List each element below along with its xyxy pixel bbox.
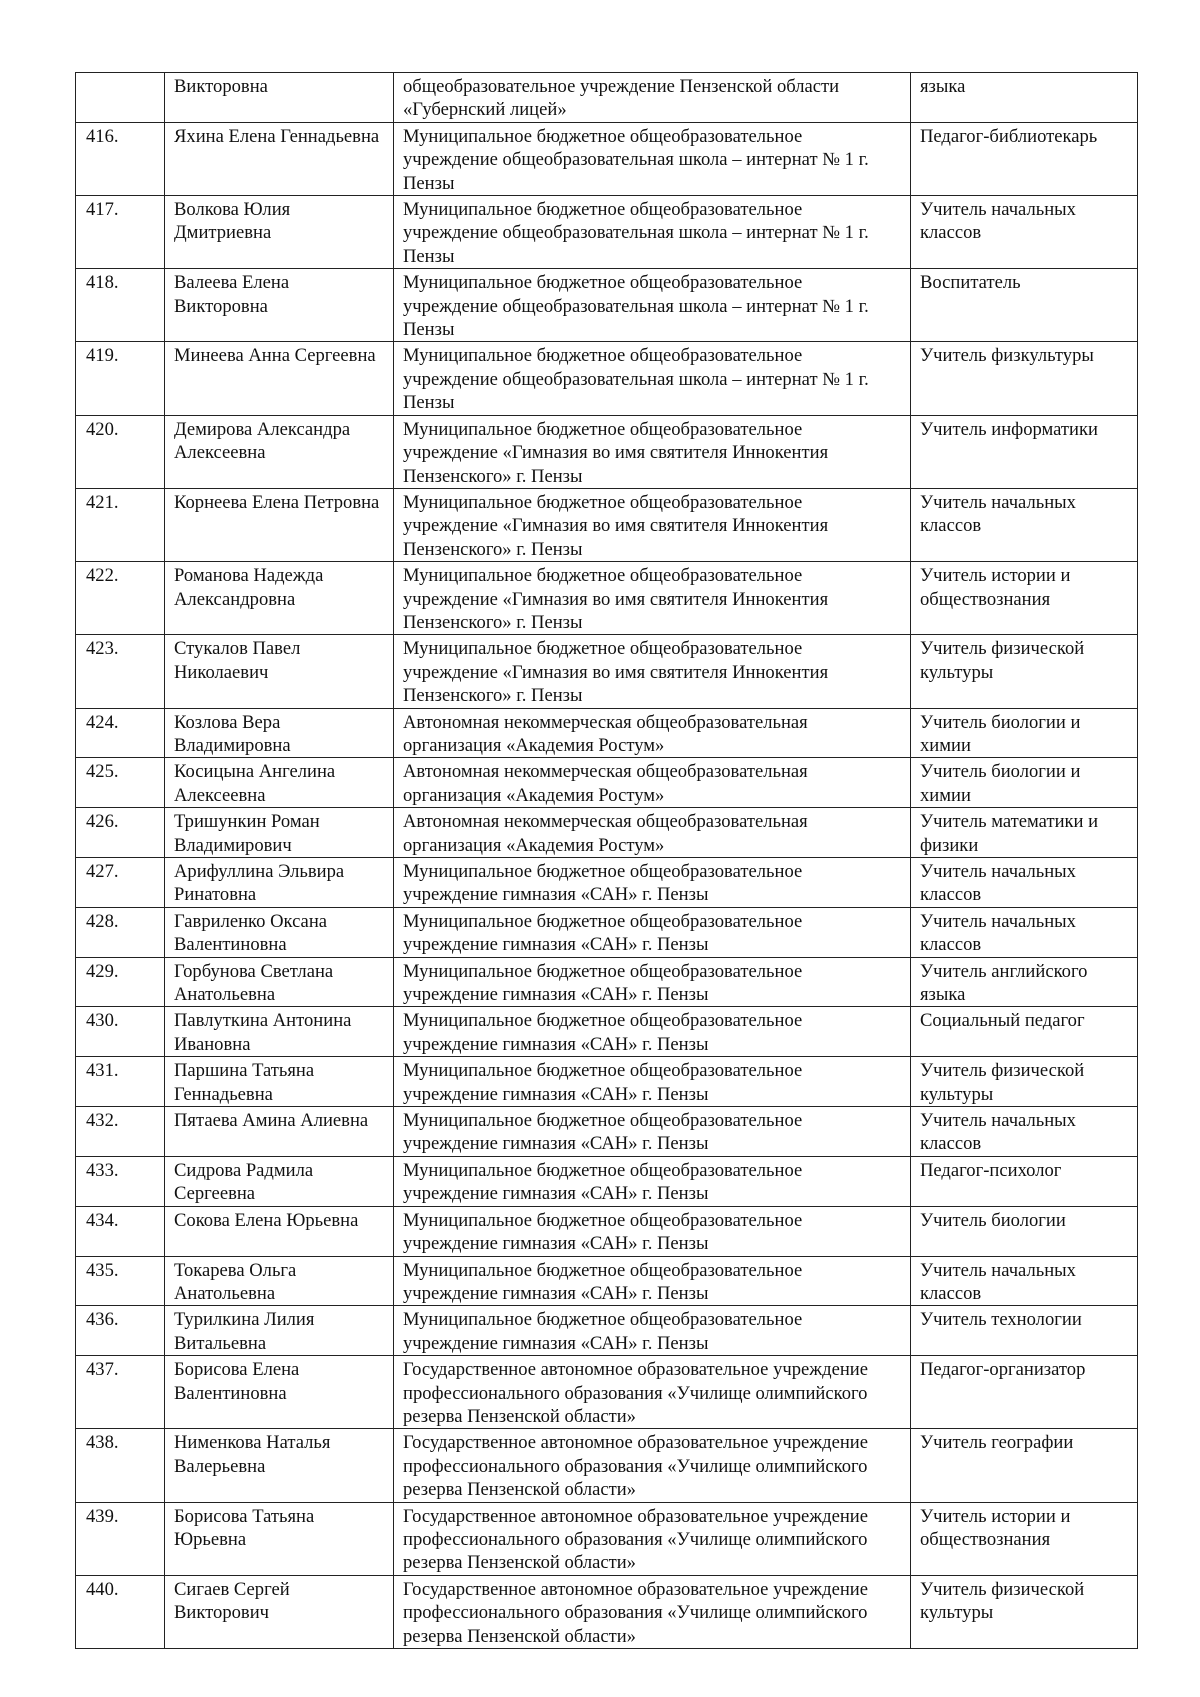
- teacher-name-cell: Минеева Анна Сергеевна: [165, 342, 394, 415]
- teacher-name-cell: Демирова Александра Алексеевна: [165, 415, 394, 488]
- row-number-cell: 416.: [76, 122, 165, 195]
- position-cell: Учитель начальных классов: [911, 1256, 1138, 1306]
- table-row: [76, 808, 1138, 858]
- teacher-name-cell: Борисова Татьяна Юрьевна: [165, 1502, 394, 1575]
- row-number-cell: 434.: [76, 1206, 165, 1256]
- teachers-table: [75, 72, 1138, 1649]
- organization-cell: Муниципальное бюджетное общеобразовательное учреждение гимназия «САН» г. Пензы: [394, 957, 911, 1007]
- position-cell: Учитель информатики: [911, 415, 1138, 488]
- row-number-cell: 419.: [76, 342, 165, 415]
- teacher-name-cell: Токарева Ольга Анатольевна: [165, 1256, 394, 1306]
- organization-cell: Муниципальное бюджетное общеобразовательное учреждение «Гимназия во имя святителя Иннокентия Пензенского» г. Пензы: [394, 488, 911, 561]
- row-number-cell: 440.: [76, 1575, 165, 1648]
- table-row: [76, 1429, 1138, 1502]
- table-row: [76, 1206, 1138, 1256]
- position-cell: Учитель физкультуры: [911, 342, 1138, 415]
- teacher-name-cell: Волкова Юлия Дмитриевна: [165, 196, 394, 269]
- table-row: [76, 196, 1138, 269]
- table-row: [76, 758, 1138, 808]
- row-number-cell: 433.: [76, 1156, 165, 1206]
- table-row: [76, 73, 1138, 123]
- row-number-cell: 426.: [76, 808, 165, 858]
- position-cell: Учитель физической культуры: [911, 1575, 1138, 1648]
- row-number-cell: [76, 73, 165, 123]
- table-row: [76, 1007, 1138, 1057]
- organization-cell: общеобразовательное учреждение Пензенской области «Губернский лицей»: [394, 73, 911, 123]
- position-cell: Учитель технологии: [911, 1306, 1138, 1356]
- organization-cell: Государственное автономное образовательное учреждение профессионального образования «Училище олимпийского резерва Пензенской области»: [394, 1356, 911, 1429]
- row-number-cell: 420.: [76, 415, 165, 488]
- organization-cell: Муниципальное бюджетное общеобразовательное учреждение общеобразовательная школа – интернат № 1 г. Пензы: [394, 269, 911, 342]
- organization-cell: Муниципальное бюджетное общеобразовательное учреждение гимназия «САН» г. Пензы: [394, 1156, 911, 1206]
- organization-cell: Государственное автономное образовательное учреждение профессионального образования «Училище олимпийского резерва Пензенской области»: [394, 1575, 911, 1648]
- position-cell: Учитель физической культуры: [911, 1057, 1138, 1107]
- teacher-name-cell: Пятаева Амина Алиевна: [165, 1107, 394, 1157]
- organization-cell: Муниципальное бюджетное общеобразовательное учреждение гимназия «САН» г. Пензы: [394, 1206, 911, 1256]
- teacher-name-cell: Валеева Елена Викторовна: [165, 269, 394, 342]
- position-cell: Педагог-психолог: [911, 1156, 1138, 1206]
- organization-cell: Муниципальное бюджетное общеобразовательное учреждение гимназия «САН» г. Пензы: [394, 1306, 911, 1356]
- position-cell: Педагог-библиотекарь: [911, 122, 1138, 195]
- table-row: [76, 1156, 1138, 1206]
- row-number-cell: 429.: [76, 957, 165, 1007]
- teacher-name-cell: Борисова Елена Валентиновна: [165, 1356, 394, 1429]
- position-cell: Учитель математики и физики: [911, 808, 1138, 858]
- row-number-cell: 425.: [76, 758, 165, 808]
- position-cell: Учитель английского языка: [911, 957, 1138, 1007]
- organization-cell: Государственное автономное образовательное учреждение профессионального образования «Училище олимпийского резерва Пензенской области»: [394, 1502, 911, 1575]
- teacher-name-cell: Горбунова Светлана Анатольевна: [165, 957, 394, 1007]
- row-number-cell: 431.: [76, 1057, 165, 1107]
- row-number-cell: 417.: [76, 196, 165, 269]
- teacher-name-cell: Яхина Елена Геннадьевна: [165, 122, 394, 195]
- table-row: [76, 1306, 1138, 1356]
- organization-cell: Муниципальное бюджетное общеобразовательное учреждение гимназия «САН» г. Пензы: [394, 1256, 911, 1306]
- table-row: [76, 907, 1138, 957]
- table-row: [76, 342, 1138, 415]
- organization-cell: Муниципальное бюджетное общеобразовательное учреждение общеобразовательная школа – интернат № 1 г. Пензы: [394, 122, 911, 195]
- position-cell: Педагог-организатор: [911, 1356, 1138, 1429]
- row-number-cell: 424.: [76, 708, 165, 758]
- organization-cell: Автономная некоммерческая общеобразовательная организация «Академия Ростум»: [394, 708, 911, 758]
- teacher-name-cell: Косицына Ангелина Алексеевна: [165, 758, 394, 808]
- teacher-name-cell: Стукалов Павел Николаевич: [165, 635, 394, 708]
- organization-cell: Автономная некоммерческая общеобразовательная организация «Академия Ростум»: [394, 758, 911, 808]
- teacher-name-cell: Викторовна: [165, 73, 394, 123]
- table-row: [76, 1575, 1138, 1648]
- organization-cell: Муниципальное бюджетное общеобразовательное учреждение «Гимназия во имя святителя Иннокентия Пензенского» г. Пензы: [394, 415, 911, 488]
- row-number-cell: 436.: [76, 1306, 165, 1356]
- organization-cell: Государственное автономное образовательное учреждение профессионального образования «Училище олимпийского резерва Пензенской области»: [394, 1429, 911, 1502]
- position-cell: Учитель начальных классов: [911, 196, 1138, 269]
- organization-cell: Автономная некоммерческая общеобразовательная организация «Академия Ростум»: [394, 808, 911, 858]
- organization-cell: Муниципальное бюджетное общеобразовательное учреждение гимназия «САН» г. Пензы: [394, 907, 911, 957]
- teacher-name-cell: Арифуллина Эльвира Ринатовна: [165, 858, 394, 908]
- teacher-name-cell: Нименкова Наталья Валерьевна: [165, 1429, 394, 1502]
- table-row: [76, 1356, 1138, 1429]
- position-cell: Учитель начальных классов: [911, 488, 1138, 561]
- position-cell: Учитель истории и обществознания: [911, 1502, 1138, 1575]
- row-number-cell: 428.: [76, 907, 165, 957]
- table-row: [76, 269, 1138, 342]
- row-number-cell: 418.: [76, 269, 165, 342]
- table-row: [76, 708, 1138, 758]
- table-row: [76, 1256, 1138, 1306]
- row-number-cell: 423.: [76, 635, 165, 708]
- position-cell: Учитель физической культуры: [911, 635, 1138, 708]
- teacher-name-cell: Козлова Вера Владимировна: [165, 708, 394, 758]
- table-row: [76, 1502, 1138, 1575]
- row-number-cell: 427.: [76, 858, 165, 908]
- row-number-cell: 430.: [76, 1007, 165, 1057]
- row-number-cell: 421.: [76, 488, 165, 561]
- teachers-table-body: [76, 73, 1138, 1649]
- teacher-name-cell: Гавриленко Оксана Валентиновна: [165, 907, 394, 957]
- position-cell: языка: [911, 73, 1138, 123]
- teacher-name-cell: Сокова Елена Юрьевна: [165, 1206, 394, 1256]
- position-cell: Учитель начальных классов: [911, 907, 1138, 957]
- row-number-cell: 435.: [76, 1256, 165, 1306]
- position-cell: Учитель начальных классов: [911, 858, 1138, 908]
- row-number-cell: 422.: [76, 562, 165, 635]
- table-row: [76, 122, 1138, 195]
- teacher-name-cell: Тришункин Роман Владимирович: [165, 808, 394, 858]
- organization-cell: Муниципальное бюджетное общеобразовательное учреждение общеобразовательная школа – интернат № 1 г. Пензы: [394, 196, 911, 269]
- teacher-name-cell: Сигаев Сергей Викторович: [165, 1575, 394, 1648]
- row-number-cell: 432.: [76, 1107, 165, 1157]
- teacher-name-cell: Паршина Татьяна Геннадьевна: [165, 1057, 394, 1107]
- table-row: [76, 858, 1138, 908]
- teacher-name-cell: Павлуткина Антонина Ивановна: [165, 1007, 394, 1057]
- organization-cell: Муниципальное бюджетное общеобразовательное учреждение «Гимназия во имя святителя Иннокентия Пензенского» г. Пензы: [394, 562, 911, 635]
- table-row: [76, 1107, 1138, 1157]
- table-row: [76, 635, 1138, 708]
- position-cell: Учитель биологии и химии: [911, 708, 1138, 758]
- position-cell: Учитель начальных классов: [911, 1107, 1138, 1157]
- organization-cell: Муниципальное бюджетное общеобразовательное учреждение гимназия «САН» г. Пензы: [394, 858, 911, 908]
- row-number-cell: 439.: [76, 1502, 165, 1575]
- teacher-name-cell: Сидрова Радмила Сергеевна: [165, 1156, 394, 1206]
- organization-cell: Муниципальное бюджетное общеобразовательное учреждение гимназия «САН» г. Пензы: [394, 1007, 911, 1057]
- teacher-name-cell: Романова Надежда Александровна: [165, 562, 394, 635]
- row-number-cell: 437.: [76, 1356, 165, 1429]
- position-cell: Воспитатель: [911, 269, 1138, 342]
- teacher-name-cell: Корнеева Елена Петровна: [165, 488, 394, 561]
- table-row: [76, 562, 1138, 635]
- position-cell: Социальный педагог: [911, 1007, 1138, 1057]
- position-cell: Учитель биологии: [911, 1206, 1138, 1256]
- organization-cell: Муниципальное бюджетное общеобразовательное учреждение «Гимназия во имя святителя Иннокентия Пензенского» г. Пензы: [394, 635, 911, 708]
- teacher-name-cell: Турилкина Лилия Витальевна: [165, 1306, 394, 1356]
- position-cell: Учитель географии: [911, 1429, 1138, 1502]
- position-cell: Учитель биологии и химии: [911, 758, 1138, 808]
- organization-cell: Муниципальное бюджетное общеобразовательное учреждение гимназия «САН» г. Пензы: [394, 1057, 911, 1107]
- organization-cell: Муниципальное бюджетное общеобразовательное учреждение общеобразовательная школа – интернат № 1 г. Пензы: [394, 342, 911, 415]
- position-cell: Учитель истории и обществознания: [911, 562, 1138, 635]
- table-row: [76, 415, 1138, 488]
- organization-cell: Муниципальное бюджетное общеобразовательное учреждение гимназия «САН» г. Пензы: [394, 1107, 911, 1157]
- table-row: [76, 957, 1138, 1007]
- table-row: [76, 488, 1138, 561]
- table-row: [76, 1057, 1138, 1107]
- row-number-cell: 438.: [76, 1429, 165, 1502]
